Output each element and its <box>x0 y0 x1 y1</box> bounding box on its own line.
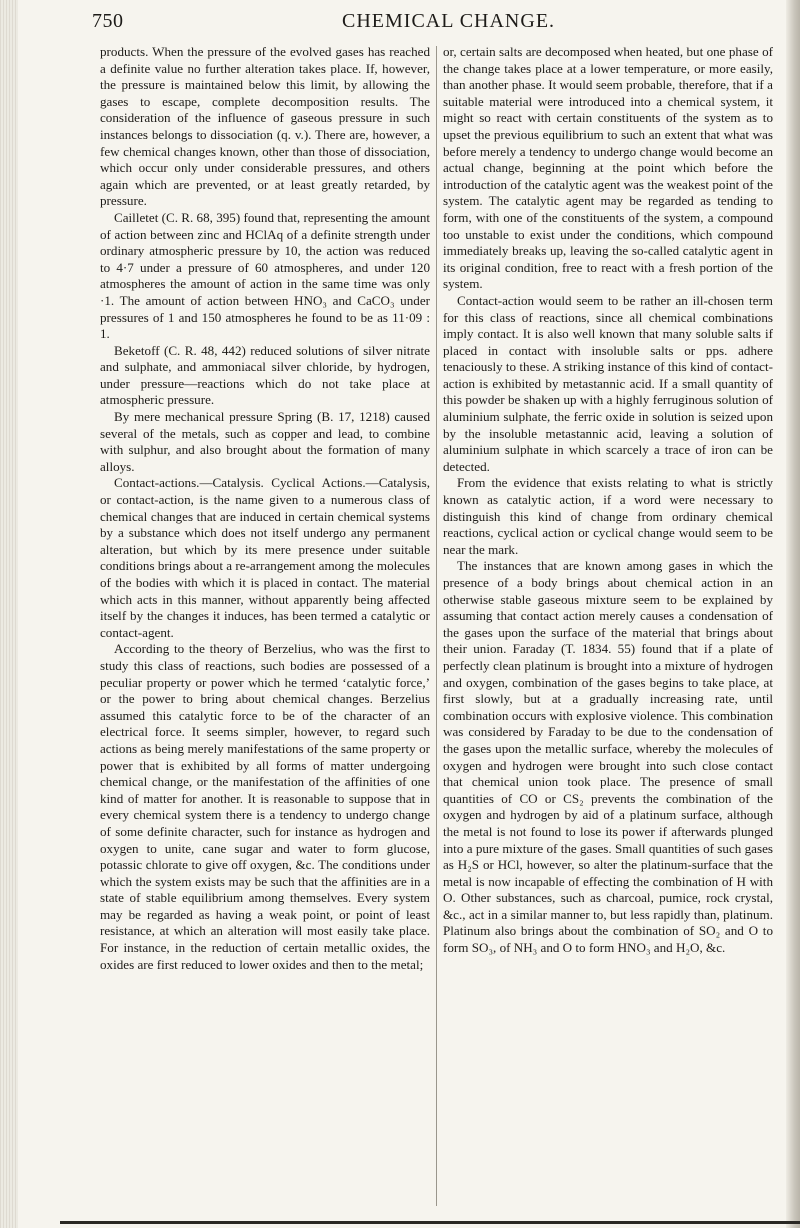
paragraph: According to the theory of Berzelius, who was the first to study this class of reactions, such bodies are possessed of a peculiar property or power which he termed ‘catalytic force,’ or the power to bring about chemical changes. Berzelius assumed this catalytic force to be of the character of an electrical force. It seems simpler, however, to regard such actions as being merely manifestations of the same property or power that is exhibited by all forms of matter undergoing chemical change, or the manifestation of the affinities of one kind of matter for another. It is reasonable to suppose that in every chemical system there is a tendency to undergo change of some definite character, such for instance as hydrogen and oxygen to unite, cane sugar and water to form glucose, potassic chlorate to give off oxygen, &c. The conditions under which the system exists may be such that the affinities are in a state of stable equilibrium among themselves. Every system may be regarded as having a weak point, or point of least resistance, at which an alteration will most easily take place. For instance, in the reduction of certain metallic oxides, the oxides are first reduced to lower oxides and then to the metal; <box>100 641 430 972</box>
paragraph: From the evidence that exists relating to what is strictly known as catalytic action, if a word were necessary to distinguish this kind of change from ordinary chemical reactions, cyclical action or cyclical change would seem to be near the mark. <box>443 475 773 557</box>
left-column <box>100 44 430 973</box>
right-column <box>443 44 773 957</box>
section-paragraph-contact-actions: Contact-actions.—Catalysis. Cyclical Actions.—Catalysis, or contact-action, is the name given to a numerous class of chemical changes that are induced in certain chemical systems by a substance which does not itself undergo any permanent alteration, but which by its mere presence under suitable conditions brings about a re-arrangement among the molecules of the bodies with which it is placed in contact. The material which acts in this manner, without apparently being affected itself by the changes it induces, has been termed a catalytic or contact-agent. <box>100 475 430 640</box>
page-number: 750 <box>92 10 124 32</box>
page-edge-shadow <box>786 0 800 1228</box>
paragraph: or, certain salts are decomposed when heated, but one phase of the change takes place at a lower temperature, or more easily, than another phase. It would seem probable, therefore, that if a suitable material were introduced into a chemical system, it might so react with certain constituents of the system as to upset the previous equilibrium to such an extent that what was before merely a tendency to undergo change would become an actual change, beginning at the point which before the introduction of the catalytic agent was the weakest point of the system. The catalytic agent may be regarded as tending to form, with one of the constituents of the system, a compound too unstable to exist under the conditions, which compound immediately breaks up, leaving the so-called catalytic agent in its original condition, free to react with a fresh portion of the system. <box>443 44 773 292</box>
paragraph: Contact-action would seem to be rather an ill-chosen term for this class of reactions, since all chemical combinations imply contact. It is also well known that many soluble salts if placed in contact with insoluble salts or pps. adhere tenaciously to these. A striking instance of this kind of contact-action is exhibited by metastannic acid. If a small quantity of this powder be shaken up with a highly ferruginous solution of aluminium sulphate, the ferric oxide in solution is seized upon by the insoluble metastannic acid, leaving a solution of aluminium sulphate in which scarcely a trace of iron can be detected. <box>443 292 773 474</box>
paragraph: By mere mechanical pressure Spring (B. 17, 1218) caused several of the metals, such as copper and lead, to combine with sulphur, and also brought about the formation of many alloys. <box>100 409 430 474</box>
column-divider <box>436 46 437 1206</box>
running-head: CHEMICAL CHANGE. <box>342 10 556 32</box>
bottom-rule <box>60 1221 800 1224</box>
paragraph: products. When the pressure of the evolved gases has reached a definite value no further alteration takes place. If, however, the pressure is maintained below this limit, by allowing the gases to escape, complete decomposition results. The consideration of the influence of gaseous pressure in such instances belongs to dissociation (q. v.). There are, however, a few chemical changes known, other than those of dissociation, which occur only under considerable pressures, and others again which are prevented, or at least greatly retarded, by pressure. <box>100 44 430 209</box>
paragraph: The instances that are known among gases in which the presence of a body brings about chemical action in an otherwise stable gaseous mixture seem to be explained by assuming that contact action merely causes a condensation of the gases upon the surface of the material that brings about their union. Faraday (T. 1834. 55) found that if a plate of perfectly clean platinum is brought into a mixture of hydrogen and oxygen, combination of the gases begins to take place, at first slowly, but at a gradually increasing rate, until combination occurs with explosive violence. This combination was considered by Faraday to be due to the condensation of the gases upon the metallic surface, whereby the molecules of oxygen and hydrogen were brought into such close contact that chemical union took place. The presence of small quantities of CO or CS₂ prevents the combination of the oxygen and hydrogen by aid of a platinum surface, although the metal is not found to lose its power if afterwards plunged into a pure mixture of the gases. Small quantities of such gases as H₂S or HCl, however, so alter the platinum-surface that the metal is now incapable of effecting the combination of H with O. Other substances, such as charcoal, pumice, rock crystal, &c., act in a similar manner to, but less rapidly than, platinum. Platinum also brings about the combination of SO₂ and O to form SO₃, of NH₃ and O to form HNO₃ and H₂O, &c. <box>443 558 773 956</box>
page-header <box>92 6 760 36</box>
paragraph: Beketoff (C. R. 48, 442) reduced solutions of silver nitrate and sulphate, and ammoniacal silver chloride, by hydrogen, under pressure—reactions which do not take place at atmospheric pressure. <box>100 342 430 408</box>
paragraph: Cailletet (C. R. 68, 395) found that, representing the amount of action between zinc and HClAq of a definite strength under ordinary atmospheric pressure by 10, the action was reduced to 4·7 under a pressure of 60 atmospheres, and under 120 atmospheres the amount of action in the same time was only ·1. The amount of action between HNO₃ and CaCO₃ under pressures of 1 and 150 atmospheres he found to be as 11·09 : 1. <box>100 209 431 342</box>
page-gutter-edge <box>0 0 18 1228</box>
